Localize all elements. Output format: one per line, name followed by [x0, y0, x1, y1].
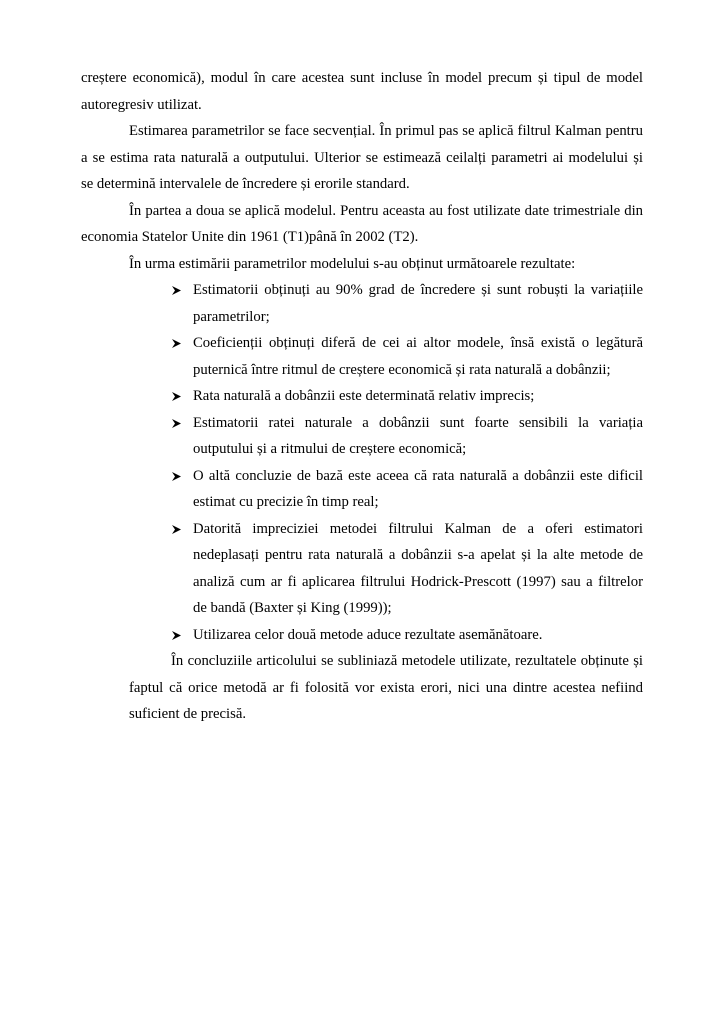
text-line: faptul că orice metodă ar fi folosită vor exista erori, nici una dintre acestea nefiind [129, 680, 643, 696]
list-item-text: Utilizarea celor două metode aduce rezultate asemănătoare. [193, 627, 543, 643]
text-line: autoregresiv utilizat. [81, 97, 202, 113]
text-line: se determină intervalele de încredere și erorile standard. [81, 176, 410, 192]
text-line: a se estima rata naturală a outputului. Ulterior se estimează ceilalți parametri ai modelului și [81, 150, 643, 166]
text-line: suficient de precisă. [129, 706, 247, 722]
arrowhead-bullet-icon [171, 413, 185, 433]
arrowhead-bullet-icon [171, 519, 185, 539]
list-item-text: Rata naturală a dobânzii este determinată relativ imprecis; [193, 388, 535, 404]
arrowhead-bullet-icon [171, 625, 185, 645]
list-item-text: Estimatorii obținuți au 90% grad de încredere și sunt robuști la variațiile [193, 282, 643, 298]
arrowhead-bullet-icon [171, 386, 185, 406]
text-line: În urma estimării parametrilor modelului s-au obținut următoarele rezultate: [129, 256, 576, 272]
list-item-text: O altă concluzie de bază este aceea că rata naturală a dobânzii este dificil [193, 468, 643, 484]
text-line: economia Statelor Unite din 1961 (T1)până în 2002 (T2). [81, 229, 419, 245]
text-line: Estimarea parametrilor se face secvențial. În primul pas se aplică filtrul Kalman pentru [129, 123, 643, 139]
list-item-text: parametrilor; [193, 309, 270, 325]
text-line: În partea a doua se aplică modelul. Pentru aceasta au fost utilizate date trimestriale din [129, 203, 643, 219]
text-line: În concluziile articolului se subliniază metodele utilizate, rezultatele obținute și [171, 653, 643, 669]
text-line: creștere economică), modul în care acestea sunt incluse în model precum și tipul de model [81, 70, 643, 86]
list-item-text: Coeficienții obținuți diferă de cei ai altor modele, însă există o legătură [193, 335, 643, 351]
list-item-text: analiză cum ar fi aplicarea filtrului Hodrick-Prescott (1997) sau a filtrelor [193, 574, 643, 590]
list-item-text: de bandă (Baxter și King (1999)); [193, 600, 392, 616]
list-item-text: estimat cu precizie în timp real; [193, 494, 379, 510]
list-item-text: Estimatorii ratei naturale a dobânzii sunt foarte sensibili la variația [193, 415, 643, 431]
list-item-text: outputului și a ritmului de creștere economică; [193, 441, 467, 457]
arrowhead-bullet-icon [171, 466, 185, 486]
list-item-text: Datorită impreciziei metodei filtrului Kalman de a oferi estimatori [193, 521, 643, 537]
arrowhead-bullet-icon [171, 280, 185, 300]
arrowhead-bullet-icon [171, 333, 185, 353]
list-item-text: nedeplasați pentru rata naturală a dobânzii s-a apelat și la alte metode de [193, 547, 643, 563]
list-item-text: puternică între ritmul de creștere economică și rata naturală a dobânzii; [193, 362, 611, 378]
